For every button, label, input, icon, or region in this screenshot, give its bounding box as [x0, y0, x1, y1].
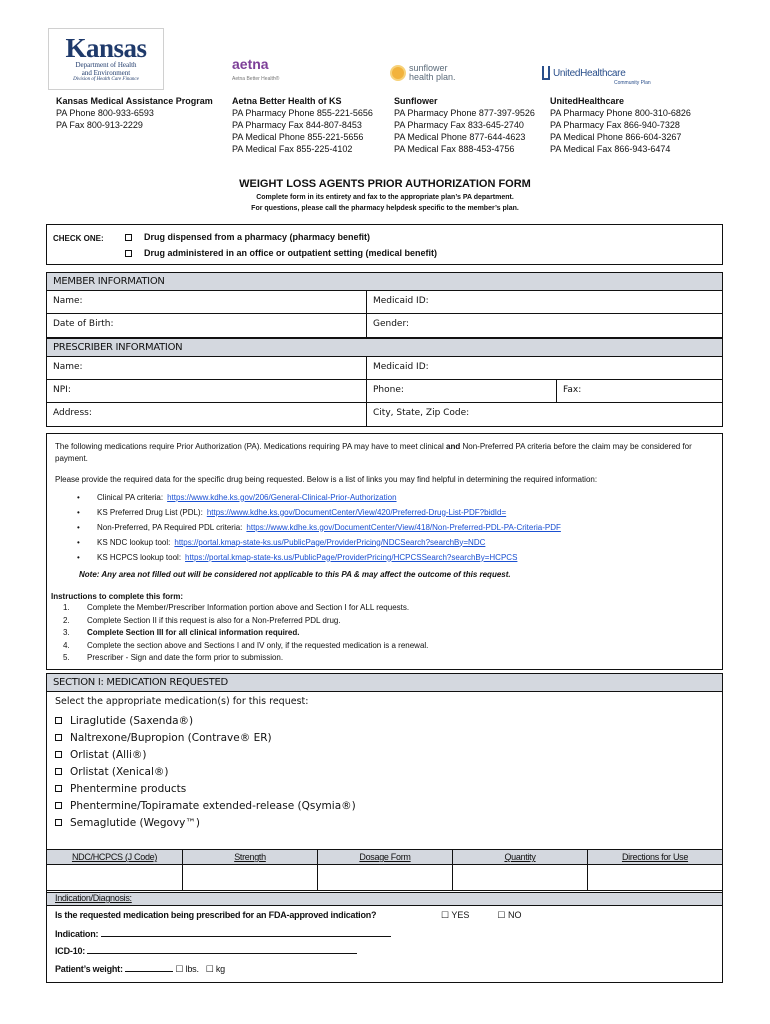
text-span: Non-Preferred PA criteria before the claim may be considered for payment.: [55, 442, 692, 463]
kg-option[interactable]: ☐ kg: [205, 964, 225, 974]
item-text: Complete the section above and Sections I and IV only, if the requested medication is a renewal.: [87, 640, 429, 650]
contact-line: PA Medical Fax 866-943-6474: [550, 144, 671, 154]
icd-input[interactable]: [87, 945, 357, 954]
table-row: [47, 865, 722, 891]
indication-input[interactable]: [101, 928, 391, 937]
medication-label: Liraglutide (Saxenda®): [70, 714, 194, 727]
contact-line: PA Pharmacy Phone 800-310-6826: [550, 108, 691, 118]
column-header: Dosage Form: [318, 850, 453, 864]
column-header: Quantity: [453, 850, 588, 864]
checkbox[interactable]: [55, 717, 62, 724]
link[interactable]: https://www.kdhe.ks.gov/DocumentCenter/View/418/Non-Preferred-PDL-PA-Criteria-PDF: [246, 522, 561, 532]
member-medicaid-id-field[interactable]: Medicaid ID:: [373, 296, 429, 306]
pharmacy-benefit-option[interactable]: [125, 232, 370, 242]
link-label: Non-Preferred, PA Required PDL criteria:: [97, 522, 243, 532]
member-dob-field[interactable]: Date of Birth:: [47, 314, 367, 337]
icd-label: ICD-10:: [55, 946, 86, 956]
uhc-logo-sub: Community Plan: [614, 80, 651, 86]
item-text: Complete the Member/Prescriber Information portion above and Section I for ALL requests.: [87, 603, 410, 612]
form-subtitle: Complete form in its entirety and fax to the appropriate plan’s PA department.: [256, 194, 514, 201]
list-item: • KS HCPCS lookup tool: https://portal.kmap-state-ks.us/PublicPage/ProviderPricing/HCPCSSearch?searchBy=HCPCS: [77, 552, 518, 562]
directions-input[interactable]: [588, 865, 722, 890]
medication-list: [55, 712, 356, 831]
link-label: Clinical PA criteria:: [97, 492, 164, 502]
item-number: 5.: [63, 653, 70, 662]
prescriber-phone-field[interactable]: Phone:: [367, 380, 557, 402]
note-text: Note: Any area not filled out will be considered not applicable to this PA & may affect the outcome of this request.: [79, 570, 511, 579]
medication-option[interactable]: [55, 780, 356, 797]
prescriber-medicaid-id-field[interactable]: Medicaid ID:: [373, 362, 429, 372]
medication-label: Semaglutide (Wegovy™): [70, 816, 200, 829]
prescriber-fax-field[interactable]: Fax:: [563, 385, 582, 395]
list-item: • Non-Preferred, PA Required PDL criteria: https://www.kdhe.ks.gov/DocumentCenter/View/418/Non-Preferred-PDL-PA-Criteria-PDF: [77, 522, 561, 532]
list-item: • KS Preferred Drug List (PDL): https://www.kdhe.ks.gov/DocumentCenter/View/420/Preferred-Drug-List-PDF?bidId=: [77, 507, 507, 517]
contact-line: PA Pharmacy Fax 833-645-2740: [394, 120, 524, 130]
helpful-links-list: [77, 490, 561, 565]
checkbox[interactable]: [55, 785, 62, 792]
indication-line: [55, 928, 391, 939]
item-number: 1.: [63, 603, 70, 612]
uhc-u-icon: [542, 66, 550, 80]
column-header: Directions for Use: [621, 852, 689, 862]
drug-details-table: [47, 849, 722, 891]
aetna-logo: [232, 56, 279, 82]
weight-label: Patient’s weight:: [55, 964, 123, 974]
prescriber-information-section: [46, 338, 723, 427]
section-heading: PRESCRIBER INFORMATION: [47, 339, 722, 357]
contact-line: PA Pharmacy Phone 855-221-5656: [232, 108, 373, 118]
pa-requirement-text: [55, 441, 715, 465]
medication-option[interactable]: [55, 746, 356, 763]
link[interactable]: https://portal.kmap-state-ks.us/PublicPage/ProviderPricing/NDCSearch?searchBy=NDC: [174, 537, 486, 547]
section-heading: SECTION I: MEDICATION REQUESTED: [47, 674, 722, 692]
medication-option[interactable]: [55, 797, 356, 814]
lbs-option[interactable]: ☐ lbs.: [175, 964, 199, 974]
list-item: [63, 640, 428, 653]
section-medication-requested: [46, 673, 723, 983]
kansas-logo-line2: and Environment: [81, 69, 131, 77]
text-span: The following medications require Prior Authorization (PA). Medications requiring PA may have to meet clinical: [55, 442, 444, 451]
contact-aetna: [232, 95, 373, 155]
quantity-input[interactable]: [453, 865, 588, 890]
checkbox[interactable]: [55, 819, 62, 826]
aetna-logo-word: aetna: [232, 56, 269, 72]
no-option[interactable]: ☐ NO: [497, 910, 522, 920]
contact-line: PA Medical Phone 866-604-3267: [550, 132, 682, 142]
item-text: Prescriber - Sign and date the form prior to submission.: [87, 653, 284, 662]
instructions-list: [63, 602, 428, 665]
kansas-logo-line1: Department of Health: [75, 61, 137, 69]
instructions-box: [46, 433, 723, 670]
contact-line: PA Medical Fax 888-453-4756: [394, 144, 515, 154]
sunflower-logo: [390, 64, 456, 82]
medication-option[interactable]: [55, 712, 356, 729]
prescriber-name-field[interactable]: Name:: [47, 357, 367, 379]
link-label: KS HCPCS lookup tool:: [97, 552, 182, 562]
dosage-form-input[interactable]: [318, 865, 453, 890]
form-title: WEIGHT LOSS AGENTS PRIOR AUTHORIZATION FORM: [239, 178, 531, 190]
yes-option[interactable]: ☐ YES: [441, 910, 470, 920]
medication-label: Orlistat (Alli®): [70, 748, 147, 761]
item-text: Complete Section II if this request is also for a Non-Preferred PDL drug.: [87, 615, 341, 625]
option-label: Drug dispensed from a pharmacy (pharmacy benefit): [144, 232, 371, 242]
prescriber-city-field[interactable]: City, State, Zip Code:: [373, 408, 470, 418]
kansas-logo: [48, 28, 164, 90]
sunflower-logo-line1: sunflower: [409, 63, 448, 73]
weight-line: [55, 963, 225, 975]
list-item: • KS NDC lookup tool: https://portal.kmap-state-ks.us/PublicPage/ProviderPricing/NDCSearch?searchBy=NDC: [77, 537, 486, 547]
member-name-field[interactable]: Name:: [47, 291, 367, 313]
contact-line: PA Pharmacy Fax 866-940-7328: [550, 120, 680, 130]
column-header: Strength: [183, 850, 318, 864]
medical-benefit-option[interactable]: [125, 248, 437, 258]
item-text: Complete Section III for all clinical information required.: [87, 628, 300, 637]
option-label: Drug administered in an office or outpatient setting (medical benefit): [144, 248, 438, 258]
list-item: [63, 652, 428, 665]
medication-prompt: Select the appropriate medication(s) for this request:: [55, 696, 309, 707]
member-gender-field[interactable]: Gender:: [373, 319, 410, 329]
link[interactable]: https://www.kdhe.ks.gov/DocumentCenter/View/420/Preferred-Drug-List-PDF?bidId=: [206, 507, 507, 517]
medication-label: Phentermine/Topiramate extended-release (Qsymia®): [70, 799, 356, 812]
prescriber-npi-field[interactable]: NPI:: [47, 380, 367, 402]
prescriber-address-field[interactable]: Address:: [47, 403, 367, 426]
link[interactable]: https://portal.kmap-state-ks.us/PublicPage/ProviderPricing/HCPCSSearch?searchBy=HCPCS: [185, 552, 518, 562]
contact-line: PA Pharmacy Phone 877-397-9526: [394, 108, 535, 118]
table-header: [47, 849, 722, 865]
link-label: KS Preferred Drug List (PDL):: [97, 507, 203, 517]
list-item: [63, 615, 428, 628]
weight-input[interactable]: [125, 963, 173, 972]
contact-line: PA Pharmacy Fax 844-807-8453: [232, 120, 362, 130]
indication-diagnosis-heading: Indication/Diagnosis:: [47, 892, 722, 906]
checkbox[interactable]: [125, 250, 132, 257]
contact-line: PA Medical Phone 855-221-5656: [232, 132, 364, 142]
contact-name: Sunflower: [394, 96, 438, 106]
instructions-heading: Instructions to complete this form:: [51, 592, 184, 601]
fda-question: [55, 910, 376, 920]
lbs-label: lbs.: [185, 964, 199, 974]
list-item: • Clinical PA criteria: https://www.kdhe.ks.gov/206/General-Clinical-Prior-Authorization: [77, 492, 397, 502]
strength-input[interactable]: [183, 865, 318, 890]
section-heading: MEMBER INFORMATION: [47, 273, 722, 291]
contact-line: PA Fax 800-913-2229: [56, 120, 143, 130]
contact-kmap: [56, 95, 213, 131]
link-label: KS NDC lookup tool:: [97, 537, 171, 547]
helpful-links-intro: Please provide the required data for the specific drug being requested. Below is a list of links you may find helpful in determining the required information:: [55, 475, 598, 484]
medication-label: Phentermine products: [70, 782, 187, 795]
kansas-logo-division: Division of Health Care Finance: [73, 77, 139, 82]
member-information-section: [46, 272, 723, 338]
item-number: 4.: [63, 640, 70, 650]
ndc-input[interactable]: [47, 865, 183, 890]
medication-option[interactable]: [55, 729, 356, 746]
uhc-logo-word: UnitedHealthcare: [553, 67, 626, 79]
no-label: NO: [508, 910, 522, 920]
contact-name: UnitedHealthcare: [550, 96, 625, 106]
medication-label: Orlistat (Xenical®): [70, 765, 169, 778]
medication-label: Naltrexone/Bupropion (Contrave® ER): [70, 731, 272, 744]
column-header: NDC/HCPCS (J Code): [47, 850, 183, 864]
list-item: [63, 602, 428, 615]
fda-question-text: Is the requested medication being prescribed for an FDA-approved indication?: [55, 910, 377, 920]
fda-yes-no: [441, 910, 550, 921]
contact-name: Aetna Better Health of KS: [232, 96, 342, 106]
contact-name: Kansas Medical Assistance Program: [56, 96, 213, 106]
item-number: 2.: [63, 615, 70, 625]
yes-label: YES: [451, 910, 470, 920]
uhc-logo: [542, 66, 651, 86]
aetna-logo-tagline: Aetna Better Health®: [232, 76, 280, 82]
list-item: [63, 627, 428, 640]
checkbox[interactable]: [55, 802, 62, 809]
sunflower-logo-line2: health plan.: [409, 72, 456, 82]
contact-sunflower: [394, 95, 535, 155]
medication-option[interactable]: [55, 763, 356, 780]
text-span: and: [446, 442, 461, 451]
check-one-label: CHECK ONE:: [53, 234, 104, 243]
checkbox[interactable]: [55, 734, 62, 741]
kg-label: kg: [215, 964, 225, 974]
checkbox[interactable]: [55, 751, 62, 758]
indication-label: Indication:: [55, 929, 99, 939]
icd-line: [55, 945, 357, 956]
kansas-logo-word: Kansas: [65, 33, 147, 63]
sunflower-icon: [390, 65, 406, 81]
medication-option[interactable]: [55, 814, 356, 831]
checkbox[interactable]: [125, 234, 132, 241]
checkbox[interactable]: [55, 768, 62, 775]
form-subtitle: For questions, please call the pharmacy helpdesk specific to the member’s plan.: [251, 205, 519, 212]
contact-line: PA Medical Fax 855-225-4102: [232, 144, 353, 154]
contact-line: PA Medical Phone 877-644-4623: [394, 132, 526, 142]
contact-uhc: [550, 95, 691, 155]
link[interactable]: https://www.kdhe.ks.gov/206/General-Clinical-Prior-Authorization: [167, 492, 397, 502]
item-number: 3.: [63, 628, 70, 637]
benefit-type-box: [46, 224, 723, 265]
contact-line: PA Phone 800-933-6593: [56, 108, 154, 118]
